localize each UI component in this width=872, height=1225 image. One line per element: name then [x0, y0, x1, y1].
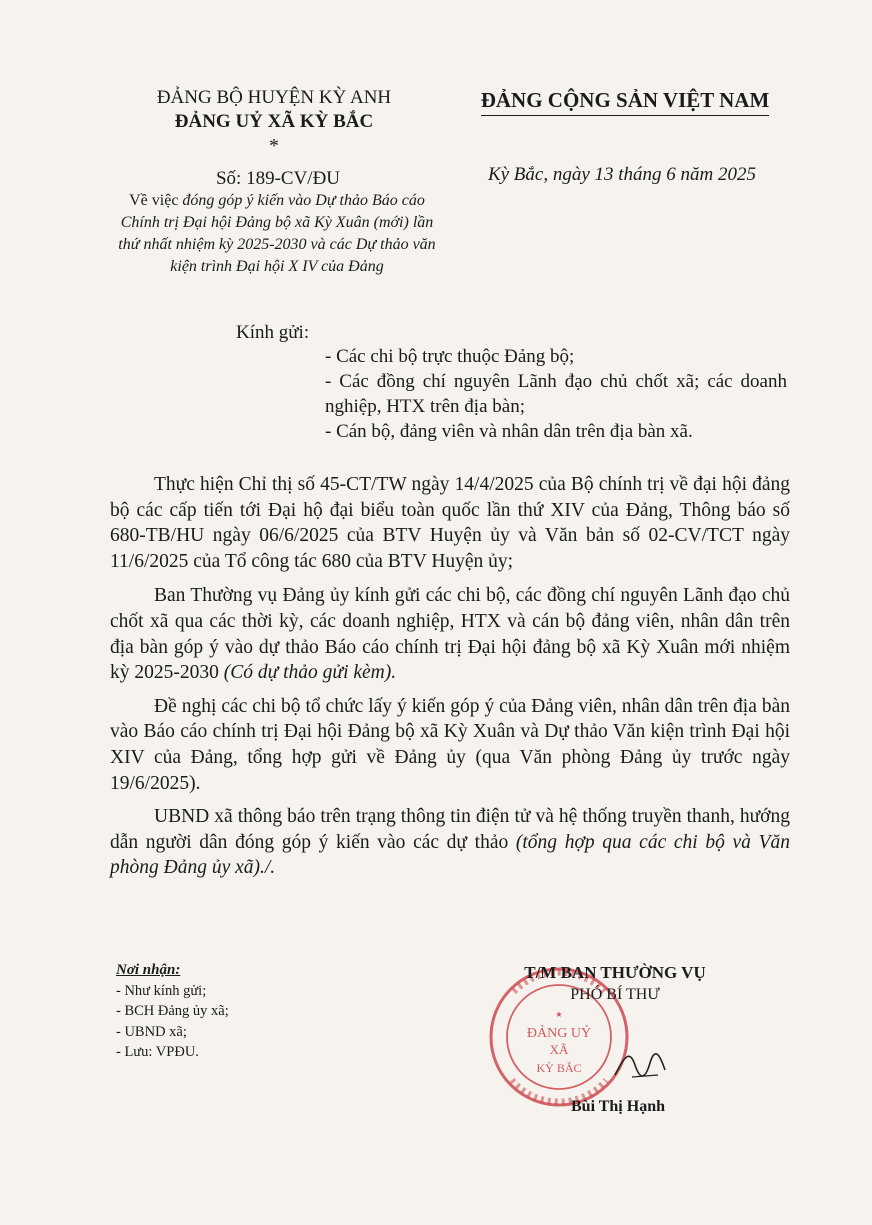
signer-authority: T/M BAN THƯỜNG VỤ	[524, 963, 706, 982]
subject-text: đóng góp ý kiến vào Dự thảo Báo cáo Chính trị Đại hội Đảng bộ xã Kỳ Xuân (mới) lần thứ nhất nhiệm kỳ 2025-2030 và các Dự thảo văn kiện trình Đại hội X IV của Đảng	[118, 192, 436, 275]
national-header	[455, 86, 795, 116]
document-number: Số: 189-CV/ĐU	[215, 168, 341, 189]
distribution-item: - Như kính gửi;	[116, 982, 207, 999]
paragraph-1: Thực hiện Chỉ thị số 45-CT/TW ngày 14/4/2025 của Bộ chính trị về đại hội đảng bộ các cấp tiến tới Đại hộ đại biểu toàn quốc lần thứ XIV của Đảng, Thông báo số 680-TB/HU ngày 06/6/2025 của BTV Huyện ủy và Văn bản số 02-CV/TCT ngày 11/6/2025 của Tổ công tác 680 của BTV Huyện ủy;	[110, 474, 790, 572]
paragraph-4: UBND xã thông báo trên trạng thông tin điện tử và hệ thống truyền thanh, hướng dẫn người dân đóng góp ý kiến vào các dự thảo (tổng hợp qua các chi bộ và Văn phòng Đảng ủy xã)./.	[110, 806, 790, 879]
distribution-list	[116, 960, 229, 1063]
svg-text:★: ★	[555, 1010, 563, 1019]
document-body	[110, 472, 790, 889]
seal-text: KỲ BẮC	[536, 1061, 582, 1075]
paragraph-3: Đề nghị các chi bộ tổ chức lấy ý kiến góp ý của Đảng viên, nhân dân trên địa bàn vào Báo cáo chính trị Đại hội Đảng bộ xã Kỳ Xuân và Dự thảo Văn kiện trình Đại hội XIV của Đảng, tổng hợp gửi về Đảng ủy (qua Văn phòng Đảng ủy trước ngày 19/6/2025).	[110, 695, 790, 794]
seal-text: ĐẢNG UỶ	[526, 1026, 592, 1041]
place-date: Kỳ Bắc, ngày 13 tháng 6 năm 2025	[487, 164, 757, 185]
paragraph-2: Ban Thường vụ Đảng ủy kính gửi các chi bộ, các đồng chí nguyên Lãnh đạo chủ chốt xã qua các thời kỳ, các doanh nghiệp, HTX và cán bộ đảng viên, nhân dân trên địa bàn góp ý vào dự thảo Báo cáo chính trị Đại hội đảng bộ xã Kỳ Xuân mới nhiệm kỳ 2025-2030 (Có dự thảo gửi kèm).	[110, 585, 790, 684]
issuing-organization	[118, 86, 430, 156]
star-mark: *	[269, 135, 279, 157]
handwritten-signature-icon	[610, 1045, 670, 1085]
party-name: ĐẢNG CỘNG SẢN VIỆT NAM	[481, 86, 770, 116]
addressee-list	[325, 344, 787, 444]
organization-unit: ĐẢNG UỶ XÃ KỲ BẮC	[174, 111, 374, 132]
distribution-item: - UBND xã;	[116, 1023, 187, 1040]
subject-prefix: Về việc	[129, 192, 183, 209]
seal-text: XÃ	[549, 1042, 569, 1057]
signature-block	[500, 962, 730, 1006]
addressee-item: - Các đồng chí nguyên Lãnh đạo chủ chốt xã; các doanh nghiệp, HTX trên địa bàn;	[325, 371, 787, 417]
signer-name: Bùi Thị Hạnh	[571, 1098, 665, 1115]
distribution-item: - Lưu: VPĐU.	[116, 1044, 199, 1060]
signer-title: PHÓ BÍ THƯ	[570, 986, 660, 1003]
addressee-item: - Cán bộ, đảng viên và nhân dân trên địa bàn xã.	[325, 421, 693, 442]
subject-line	[113, 190, 441, 278]
distribution-item: - BCH Đảng ủy xã;	[116, 1003, 229, 1019]
distribution-title: Nơi nhận:	[116, 962, 181, 978]
parent-organization: ĐẢNG BỘ HUYỆN KỲ ANH	[156, 87, 392, 108]
addressee-item: - Các chi bộ trực thuộc Đảng bộ;	[325, 346, 575, 367]
addressee-label: Kính gửi:	[236, 322, 310, 343]
